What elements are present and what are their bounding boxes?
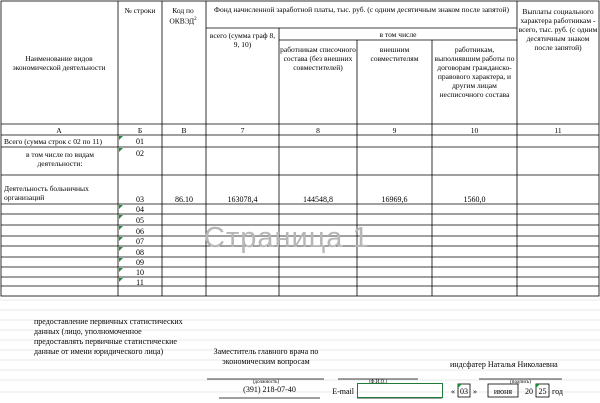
row-number: 06 <box>136 227 144 236</box>
email-label: E-mail <box>332 387 354 396</box>
comment-marker[interactable] <box>119 278 123 282</box>
row-number: 05 <box>136 216 144 225</box>
date-open-quote: « <box>451 387 455 396</box>
header-row-name: Наименование видов экономической деятельности <box>12 54 106 72</box>
header-including: в том числе <box>379 30 417 39</box>
row-03-label: Деятельность больничных организаций <box>4 184 89 202</box>
comment-marker[interactable] <box>536 384 540 388</box>
header-row-number: № строки <box>124 6 156 15</box>
header-fund-title: Фонд начисленной заработной платы, тыс. руб. (с одним десятичным знаком после запятой) <box>214 5 509 14</box>
col-code-b: Б <box>137 126 143 135</box>
row-03-okved[interactable]: 86.10 <box>175 195 193 204</box>
col-code-v: В <box>181 126 187 135</box>
col-code-11: 11 <box>554 126 562 135</box>
comment-marker[interactable] <box>119 258 123 262</box>
row-number: 10 <box>136 268 144 277</box>
date-year[interactable]: 25 <box>538 387 547 396</box>
row-01-label: Всего (сумма строк с 02 по 11) <box>4 137 102 146</box>
header-list-staff: работникам списочного состава (без внешних совместителей) <box>280 45 356 72</box>
header-total: всего (сумма граф 8, 9, 10) <box>209 31 276 49</box>
position-field[interactable]: Заместитель главного врача по экономическим вопросам <box>213 347 319 366</box>
col-code-7: 7 <box>240 126 245 135</box>
date-month[interactable]: июня <box>493 387 513 396</box>
date-day[interactable]: 03 <box>460 387 468 396</box>
row-number: 04 <box>136 205 144 214</box>
row-03-total[interactable]: 163078,4 <box>227 195 258 204</box>
comment-marker[interactable] <box>119 205 123 209</box>
date-close-quote: » <box>473 387 477 396</box>
signer-name[interactable]: индсфатер Наталья Николаевна <box>450 360 558 369</box>
comment-marker[interactable] <box>119 148 123 152</box>
phone-field[interactable]: (391) 218-07-40 <box>243 385 296 394</box>
row-number: 09 <box>136 258 144 267</box>
signature-caption: (подпись) <box>510 380 531 385</box>
email-field[interactable] <box>357 383 443 398</box>
row-03-contract[interactable]: 1560,0 <box>463 195 486 204</box>
row-number: 08 <box>136 248 144 257</box>
fio-caption: (Ф.И.О.) <box>368 380 388 385</box>
page-watermark: Страница 1 <box>204 222 370 254</box>
header-contract: работникам, выполнявшим работы по договорам гражданско-правового характера, и другим лицам несписочного состава <box>434 45 515 99</box>
comment-marker[interactable] <box>119 136 123 140</box>
col-code-8: 8 <box>316 126 320 135</box>
col-code-9: 9 <box>392 126 397 135</box>
comment-marker[interactable] <box>119 268 123 272</box>
row-number: 02 <box>136 149 144 158</box>
row-number: 07 <box>136 237 144 246</box>
header-social: Выплаты социального характера работникам - всего, тыс. руб. (с одним десятичным знаком после запятой) <box>518 7 598 52</box>
position-caption: (должность) <box>252 380 280 385</box>
comment-marker[interactable] <box>119 247 123 251</box>
date-year-suffix: год <box>552 387 563 396</box>
row-number: 01 <box>136 137 144 146</box>
col-code-10: 10 <box>470 126 479 135</box>
row-number: 11 <box>136 278 144 287</box>
row-02-label: в том числе по видам деятельности: <box>26 150 94 168</box>
header-okved: Код по ОКВЭД$^2$ <box>169 6 197 26</box>
row-number: 03 <box>136 195 144 204</box>
comment-marker[interactable] <box>119 215 123 219</box>
col-code-a: А <box>56 126 62 135</box>
header-external: внешним совместителям <box>370 45 419 63</box>
row-03-list-staff[interactable]: 144548,8 <box>303 195 333 204</box>
respondent-label: предоставление первичных статистических данных (лицо, уполномоченное предоставлять первичные статистические данные от имени юридического лица) <box>34 317 183 356</box>
row-03-external[interactable]: 16969,6 <box>381 195 408 204</box>
comment-marker[interactable] <box>119 226 123 230</box>
date-year-prefix: 20 <box>525 387 533 396</box>
comment-marker[interactable] <box>119 237 123 241</box>
comment-marker[interactable] <box>458 384 462 388</box>
